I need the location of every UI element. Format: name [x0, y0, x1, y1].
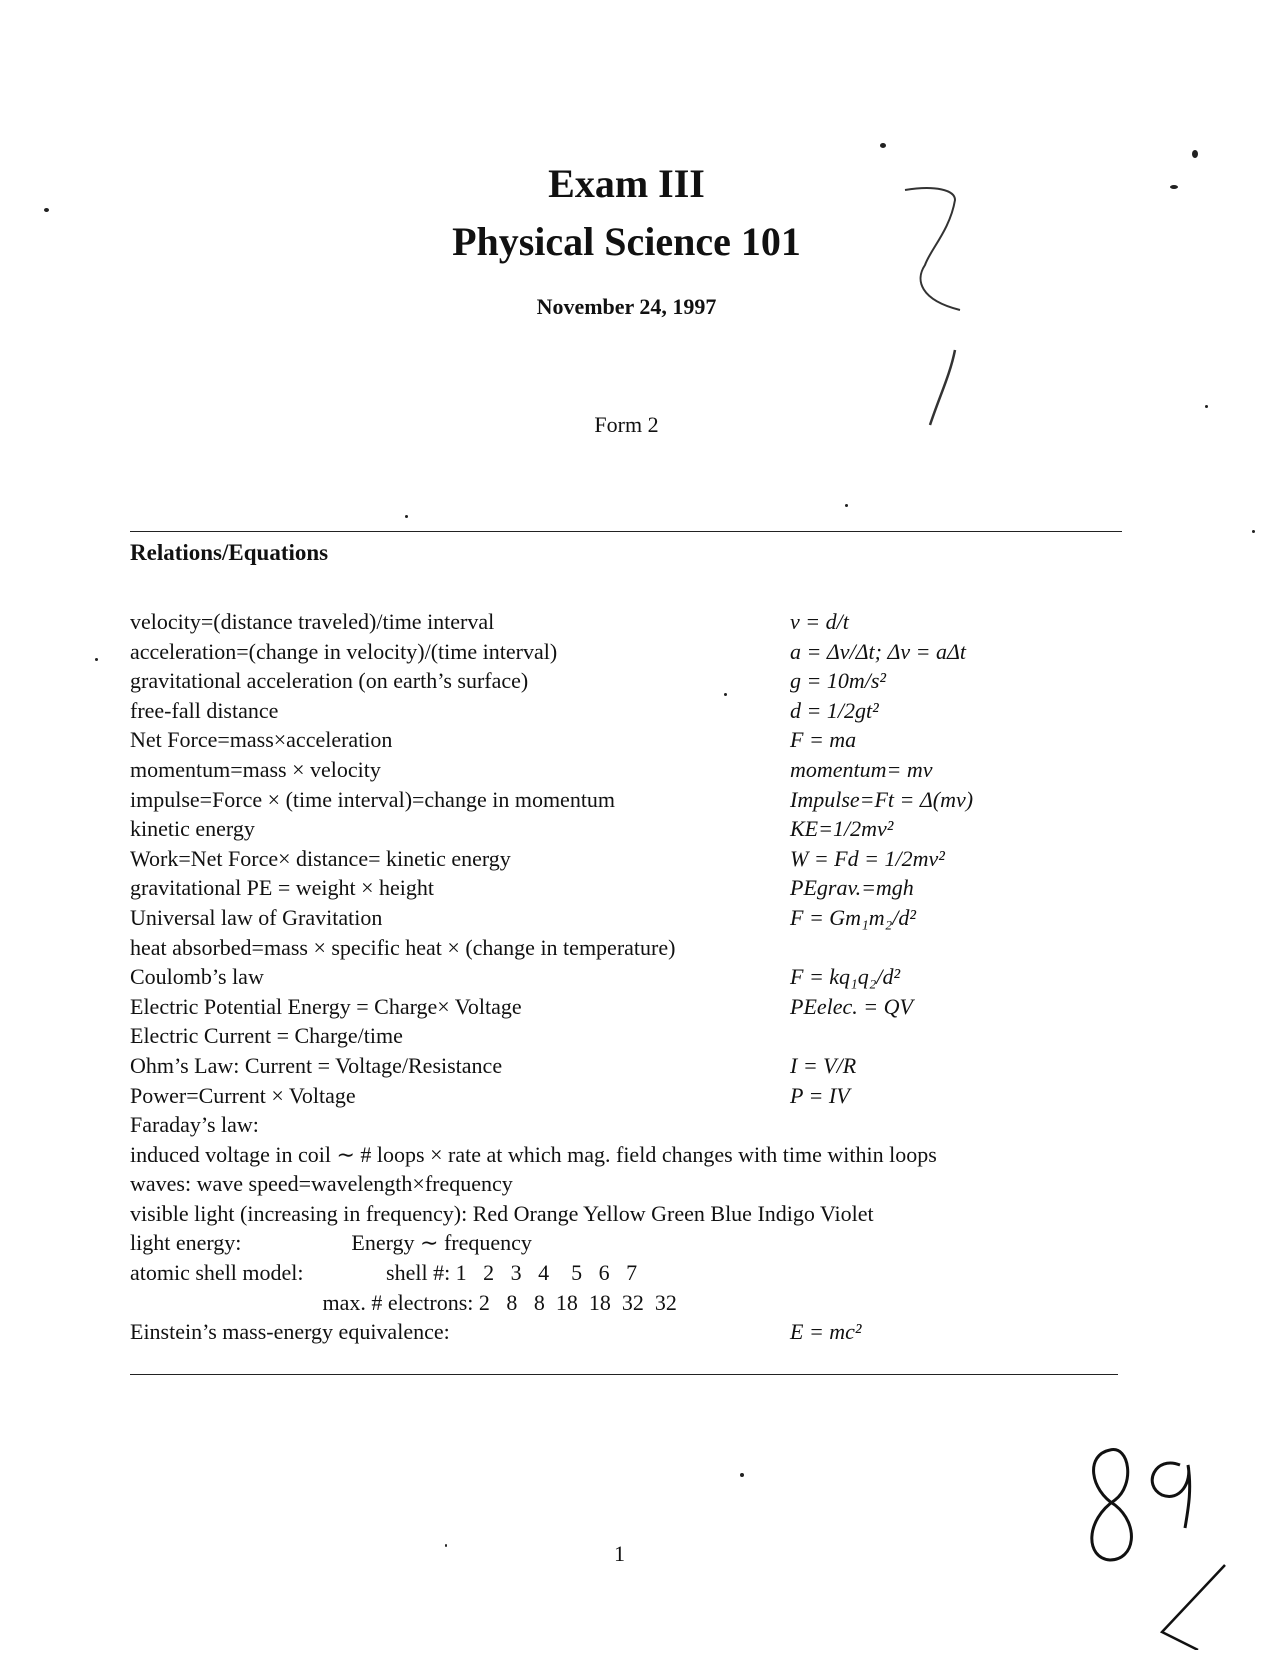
equation-row	[130, 1258, 1170, 1288]
scan-speck	[95, 658, 98, 661]
equation-row	[130, 1288, 1170, 1318]
equation-row	[130, 1199, 1170, 1229]
equation-formula: g = 10m/s²	[790, 668, 887, 694]
equation-description: gravitational acceleration (on earth’s surface)	[130, 668, 529, 694]
equation-row	[130, 785, 1170, 815]
equation-description: free-fall distance	[130, 697, 279, 723]
equation-formula: P = IV	[790, 1082, 850, 1108]
equation-formula: F = Gm₁m₂/d²	[790, 904, 916, 930]
equation-row	[130, 696, 1170, 726]
equation-description: momentum=mass × velocity	[130, 756, 381, 782]
equation-formula: KE=1/2mv²	[790, 816, 894, 842]
handwritten-check-mark	[900, 180, 970, 440]
equation-row	[130, 814, 1170, 844]
equation-description: visible light (increasing in frequency): Red Orange Yellow Green Blue Indigo Violet	[130, 1200, 874, 1226]
equation-formula: F = kq₁q₂/d²	[790, 964, 901, 990]
equation-row	[130, 1051, 1170, 1081]
equation-description: Einstein’s mass-energy equivalence:	[130, 1319, 450, 1345]
exam-date: November 24, 1997	[536, 294, 717, 319]
scan-speck	[1170, 185, 1178, 189]
exam-title: Exam III	[548, 161, 705, 206]
equation-formula: v = d/t	[790, 609, 849, 634]
equation-formula: W = Fd = 1/2mv²	[790, 845, 945, 871]
equation-row	[130, 1317, 1170, 1347]
scan-speck	[724, 693, 727, 696]
scan-speck	[1205, 405, 1208, 408]
equation-row	[130, 903, 1170, 933]
equation-description: atomic shell model: shell #: 1 2 3 4 5 6 7	[130, 1260, 638, 1286]
scan-speck	[1192, 150, 1198, 158]
equation-formula: a = Δv/Δt; Δv = aΔt	[790, 638, 967, 664]
equation-row	[130, 755, 1170, 785]
equation-row	[130, 1110, 1170, 1140]
equation-description: Coulomb’s law	[130, 964, 264, 990]
equation-description: gravitational PE = weight × height	[130, 875, 435, 901]
equation-row	[130, 1169, 1170, 1199]
equation-description: Work=Net Force× distance= kinetic energy	[130, 845, 511, 871]
equation-description: Electric Current = Charge/time	[130, 1023, 403, 1049]
equation-row	[130, 962, 1170, 992]
equation-description: impulse=Force × (time interval)=change in momentum	[130, 786, 616, 812]
equation-row	[130, 607, 1170, 637]
scan-speck	[845, 504, 848, 507]
equation-row	[130, 1228, 1170, 1258]
equation-formula: d = 1/2gt²	[790, 697, 879, 723]
handwritten-grade-mark	[1080, 1410, 1230, 1650]
top-divider	[130, 531, 1122, 532]
equation-description: waves: wave speed=wavelength×frequency	[130, 1171, 513, 1197]
equations-list	[130, 607, 1170, 1347]
equation-formula: F = ma	[790, 727, 857, 753]
scan-speck	[880, 143, 886, 148]
equation-row	[130, 1021, 1170, 1051]
equation-row	[130, 666, 1170, 696]
form-label: Form 2	[594, 412, 659, 437]
equation-row	[130, 637, 1170, 667]
equation-description: light energy: Energy ∼ frequency	[130, 1230, 532, 1256]
equation-row	[130, 1140, 1170, 1170]
equation-description: max. # electrons: 2 8 8 18 18 32 32	[130, 1289, 677, 1315]
equation-description: induced voltage in coil ∼ # loops × rate at which mag. field changes with time within loops	[130, 1141, 937, 1167]
equation-formula: PEelec. = QV	[790, 993, 913, 1019]
bottom-divider	[130, 1374, 1118, 1375]
equation-formula: momentum= mv	[790, 756, 933, 782]
equation-description: acceleration=(change in velocity)/(time interval)	[130, 638, 558, 664]
section-heading: Relations/Equations	[130, 540, 329, 565]
equation-description: Electric Potential Energy = Charge× Voltage	[130, 993, 522, 1019]
scan-speck	[1252, 530, 1255, 533]
equation-description: kinetic energy	[130, 816, 255, 842]
equation-description: velocity=(distance traveled)/time interval	[130, 609, 495, 634]
equation-description: Power=Current × Voltage	[130, 1082, 356, 1108]
scan-speck	[445, 1544, 447, 1547]
equation-row	[130, 1081, 1170, 1111]
equation-formula: Impulse=Ft = Δ(mv)	[790, 786, 974, 812]
equation-row	[130, 725, 1170, 755]
equation-row	[130, 992, 1170, 1022]
equation-description: Ohm’s Law: Current = Voltage/Resistance	[130, 1052, 503, 1078]
equation-description: Faraday’s law:	[130, 1112, 259, 1138]
equation-formula: E = mc²	[790, 1319, 862, 1345]
equation-row	[130, 873, 1170, 903]
equation-description: Net Force=mass×acceleration	[130, 727, 393, 753]
equation-row	[130, 844, 1170, 874]
equation-description: heat absorbed=mass × specific heat × (change in temperature)	[130, 934, 676, 960]
scan-speck	[740, 1473, 744, 1477]
equation-formula: PEgrav.=mgh	[790, 875, 914, 901]
course-title: Physical Science 101	[452, 219, 801, 264]
equation-row	[130, 933, 1170, 963]
equation-formula: I = V/R	[790, 1052, 857, 1078]
scan-speck	[44, 208, 49, 212]
page-number: 1	[614, 1541, 625, 1566]
scan-speck	[405, 515, 408, 518]
equation-description: Universal law of Gravitation	[130, 904, 383, 930]
